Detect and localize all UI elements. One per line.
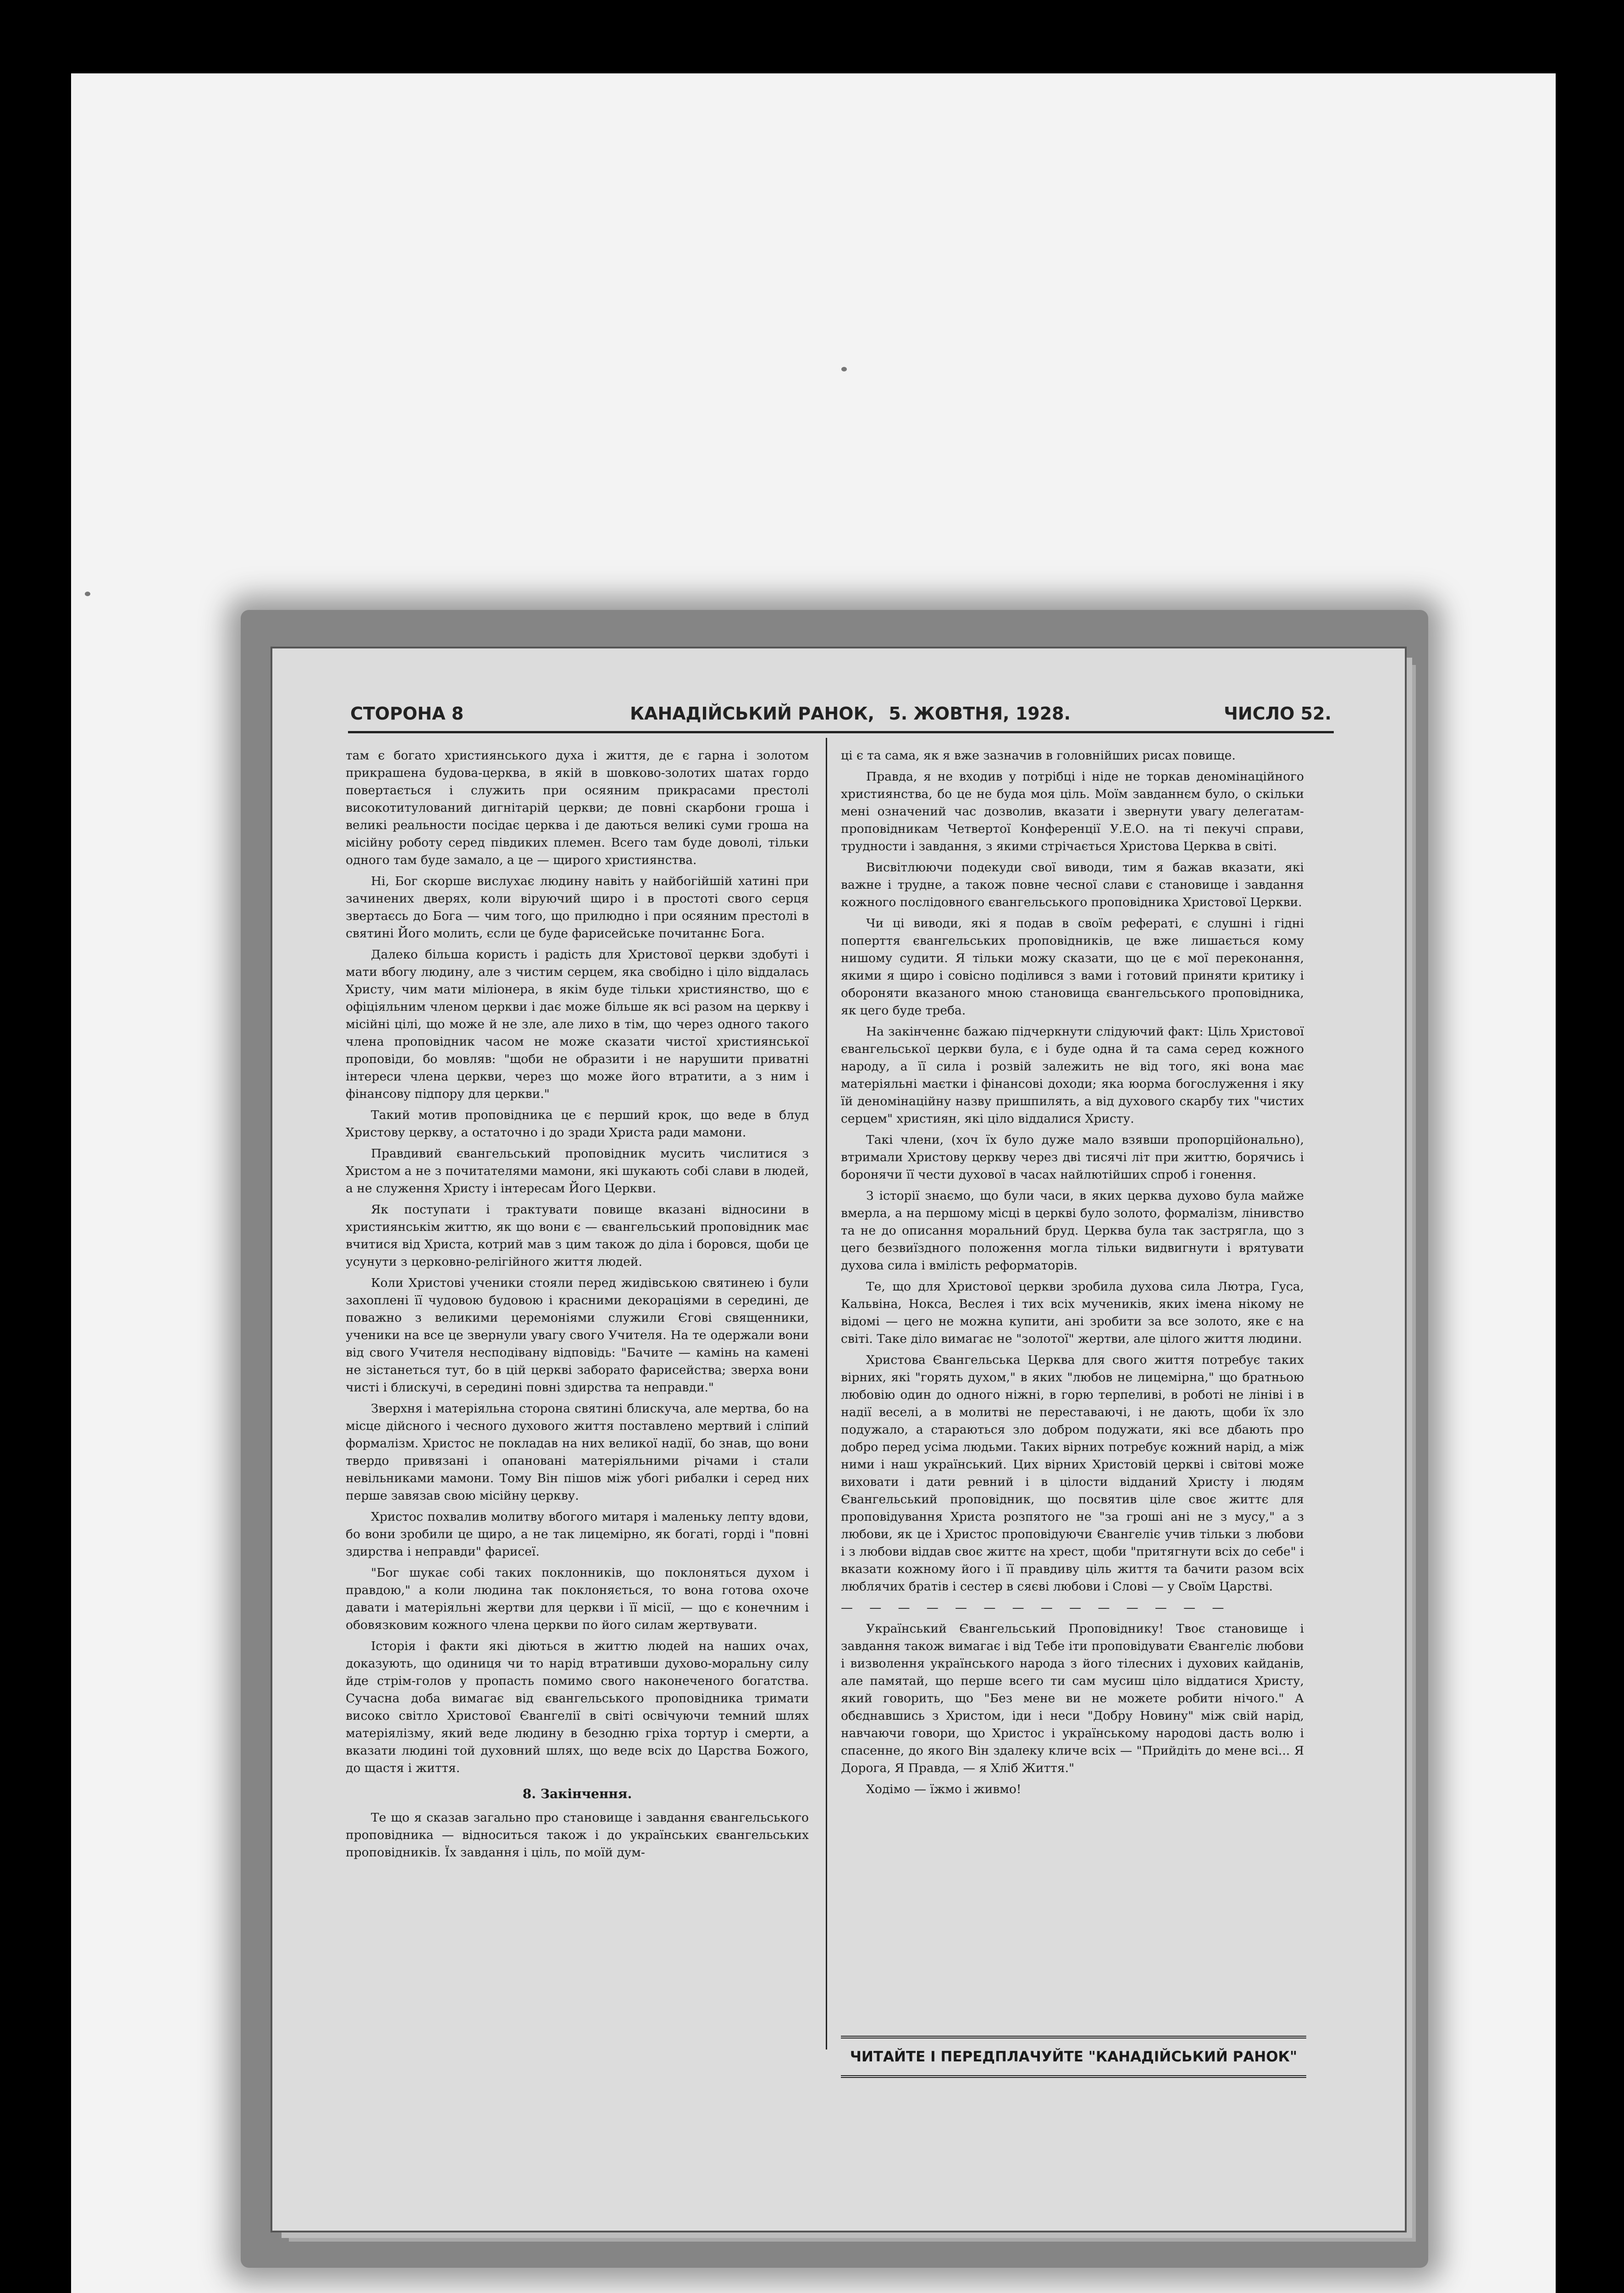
left-column [346, 747, 809, 1865]
issue-number: ЧИСЛО 52. [1224, 703, 1331, 724]
paragraph: Висвітлюючи подекуди свої виводи, тим я бажав вказати, які важне і трудне, а також повне чесної слави є становище і завдання кожного послідовного євангельського проповідника Христової Церкви. [841, 860, 1304, 909]
paragraph: Ні, Бог скорше вислухає людину навіть у найбогійшій хатині при зачинених дверях, коли віруючий щиро і в простоті свого серця звертаєсь до Бога — чим того, що прилюдно і при осяяним престолі в святині Його молить, єсли це буде фарисейське почитаннє Бога. [346, 874, 809, 941]
paragraph: Історія і факти які діються в життю людей на наших очах, доказують, що одиниця чи то нарід втративши духово-моральну силу йде стрім-голов у пропасть помимо свого наконеченого богатства. Сучасна доба вимагає від євангельського проповідника тримати високо світло Христової Євангелії в світі освічуючи темний шлях матеріялізму, який веде людину в безодню гріха тортур і смерти, а вказати людині той духовний шлях, що веде всіх до Царства Божого, до щастя і життя. [346, 1639, 809, 1775]
subscribe-banner: ЧИТАЙТЕ І ПЕРЕДПЛАЧУЙТЕ "КАНАДІЙСЬКИЙ РАНОК" [841, 2036, 1306, 2078]
paragraph: Як поступати і трактувати повище вказані відносини в християнськім життю, як що вони є — євангельський проповідник має вчитися від Христа, котрий мав з цим також до діла і боровся, щоби це усунути з церковно-релігійного життя людей. [346, 1202, 809, 1269]
paragraph: там є богато християнського духа і життя, де є гарна і золотом прикрашена будова-церква, в якій в шовково-золотих шатах гордо повертається і служить при осяяним прикрасами престолі високотитулований дигнітарій церкви; де повні скарбони гроша і великі реальности посідає церква і де даються великі суми гроша на місійну роботу серед півдиких племен. Всего там буде доволі, тільки одного там буде замало, а це — щирого християнства. [346, 748, 809, 867]
film-speck [841, 367, 847, 371]
paragraph: Те, що для Христової церкви зробила духова сила Лютра, Гуса, Кальвіна, Нокса, Веслея і тих всіх мучеників, яких імена нікому не відомі — цего не можна купити, ані зробити за все золото, яке є на світі. Таке діло вимагає не "золотої" жертви, але цілого життя людини. [841, 1279, 1304, 1346]
paragraph: Христос похвалив молитву вбогого митаря і маленьку лепту вдови, бо вони зробили це щиро, а не так лицемірно, як богаті, горді і "повні здирства і неправди" фарисеї. [346, 1510, 809, 1559]
right-column [841, 747, 1304, 1802]
paragraph: "Бог шукає собі таких поклонників, що поклоняться духом і правдою," а коли людина так поклоняється, то вона готова охоче давати і матеріяльні жертви для церкви і її місії, — що є конечним і обовязковим кожного члена церкви по його силам жертвувати. [346, 1566, 809, 1632]
paragraph: Далеко більша користь і радість для Христової церкви здобуті і мати вбогу людину, але з чистим серцем, яка свобідно і цілo віддалась Христу, чим мати міліонера, в якім буде тільки християнство, що є офіціяльним членом церкви і дає може більше як всі разом на церкву і місійні цілі, що може й не зле, але лихо в тім, що через одного такого члена проповідник часом не може сказати чистої християнської проповіди, бо мовляв: "щоби не образити і не нарушити приватні інтереси члена церкви, через що може його втратити, а з ним і фінансову підпору для церкви." [346, 947, 809, 1101]
paragraph: Коли Христові ученики стояли перед жидівською святинею і були захоплені її чудовою будовою і красними декораціями в середині, де поважно з великими церемоніями служили Єгові священники, ученики на все це звернули увагу свого Учителя. На те одержали вони від свого Учителя несподівану відповідь: "Бачите — камінь на камені не зістанеться тут, бо в цій церкві заборато фарисейства; зверха вони чисті і блискучі, в середині повні здирства та неправди." [346, 1276, 809, 1395]
paragraph: Такий мотив проповідника це є перший крок, що веде в блуд Христову церкву, а остаточно і до зради Христа ради мамони. [346, 1108, 809, 1140]
paragraph: Правдивий євангельський проповідник мусить числитися з Христом а не з почитателями мамони, які шукають собі слави в людей, а не служення Христу і інтересам Його Церкви. [346, 1146, 809, 1196]
masthead-rule [348, 731, 1334, 733]
newspaper-page [271, 647, 1407, 2232]
masthead [350, 703, 1331, 731]
section-heading: 8. Закінчення. [522, 1786, 632, 1801]
paragraph: Зверхня і матеріяльна сторона святині блискуча, але мертва, бо на місце дійсного і чесного духового життя поставлено мертвий і сліпий формалізм. Христос не покладав на них великої надії, бо знав, що вони твердо привязані і опановані матеріяльними річами і стали невільниками мамони. Тому Він пішов між убогі рибалки і серед них перше завязав свою місійну церкву. [346, 1401, 809, 1503]
issue-date: 5. ЖОВТНЯ, 1928. [889, 703, 1071, 724]
paragraph: Те що я сказав загально про становище і завдання євангельського проповідника — відноситься також і до українських євангельських проповідників. Їх завдання і ціль, по моїй дум- [346, 1811, 809, 1860]
paragraph: На закінченнє бажаю підчеркнути слідуючий факт: Ціль Христової євангельської церкви була, є і буде одна й та сама серед кожного народу, а її сила і розвій залежить не від того, які вона має матеріяльні маєтки і фінансові доходи; яка юорма богослуження і яку їй деномінаційну назву пришпилять, а від духового скарбу тих "чистих серцем" християн, які цілo віддалися Христу. [841, 1025, 1304, 1126]
column-divider [826, 738, 827, 2049]
paragraph: Чи ці виводи, які я подав в своїм рефераті, є слушні і гідні поперття євангельських проповідників, це вже лишається кому нишому судити. Я тільки можу сказати, що це є мої переконання, якими я щиро і совісно поділився з вами і готовий приняти критику і обороняти вказаного мною становища євангельського проповідника, як цего буде треба. [841, 916, 1304, 1018]
closing-line: Ходімо — їжмо і живмо! [866, 1782, 1022, 1796]
paragraph: Правда, я не входив у потрібці і ніде не торкав деномінаційного християнства, бо це не буда моя ціль. Моїм завданнєм було, о скільки мені означений час дозволив, вказати і звернути увагу делегатам-проповідникам Четвертої Конференції У.Е.О. на ті пекучі справи, трудности і завдання, з якими стрічається Христова Церква в світі. [841, 770, 1304, 853]
film-speck [85, 592, 90, 596]
page-number: СТОРОНА 8 [350, 703, 464, 724]
paragraph: Такі члени, (хоч їх було дуже мало взявши пропорційонально), втримали Христову церкву через дві тисячі літ при життю, борячись і боронячи її чести духової в часах найлютійших спроб і гонення. [841, 1133, 1304, 1182]
dash-separator: — — — — — — — — — — — — — — [841, 1601, 1231, 1615]
paragraph: ці є та сама, як я вже зазначив в головнійших рисах повище. [841, 748, 1236, 763]
newspaper-title [630, 703, 1071, 724]
paragraph: З історії знаємо, що були часи, в яких церква духово була майже вмерла, а на першому місці в церкві було золото, формалізм, лінивство та не до описання моральний бруд. Церква була так застрягла, що з цего безвиїздного положення могла тільки видвигнути і врятувати духова сила і вмілість реформаторів. [841, 1189, 1304, 1273]
paragraph: Український Євангельський Проповіднику! Твоє становище і завдання також вимагає і від Тебе іти проповідувати Євангеліє любови і визволення українського народа з його тілесних і духових кайданів, але памятай, що перше всего ти сам мусиш цілo віддатися Христу, який говорить, що "Без мене ви не можете робити нічого." А обєднавшись з Христом, іди і неси "Добру Новину" між свій нарід, навчаючи говори, що Христос і українському народові дасть волю і спасенне, до якого Він здалеку кличе всіх — "Прийдіть до мене всі... Я Дорога, Я Правда, — я Хліб Життя." [841, 1622, 1304, 1775]
newspaper-name: КАНАДІЙСЬКИЙ РАНОК, [630, 703, 875, 724]
paragraph: Христова Євангельська Церква для свого життя потребує таких вірних, які "горять духом," в яких "любов не лицемірна," що братньою любовію один до одного ніжні, в горю терпеливі, в роботі не лініві і в надії веселі, а в молитві не переставаючі, і не дають, щоби їх зло подужало, а стараються зло добром подужати, які все дбають про добро перед усіма людьми. Таких вірних потребує кожний нарід, а між ними і наш український. Цих вірних Христовій церкві і світові може виховати і дати ревний і в цілости відданий Христу і людям Євангельський проповідник, що посвятив ціле своє життє для проповідування Христа розпятого не "за гроші ані не з мусу," а з любови, як це і Христос проповідуючи Євангеліє учив тільки з любови і з любови віддав своє життє на хрест, щоби "притягнути всіх до себе" і вказати кожному його і її правдиву ціль життя та бачити разом всіх люблячих братів і сестер в сяєві любови і Слові — у Своїм Царстві. [841, 1353, 1304, 1594]
